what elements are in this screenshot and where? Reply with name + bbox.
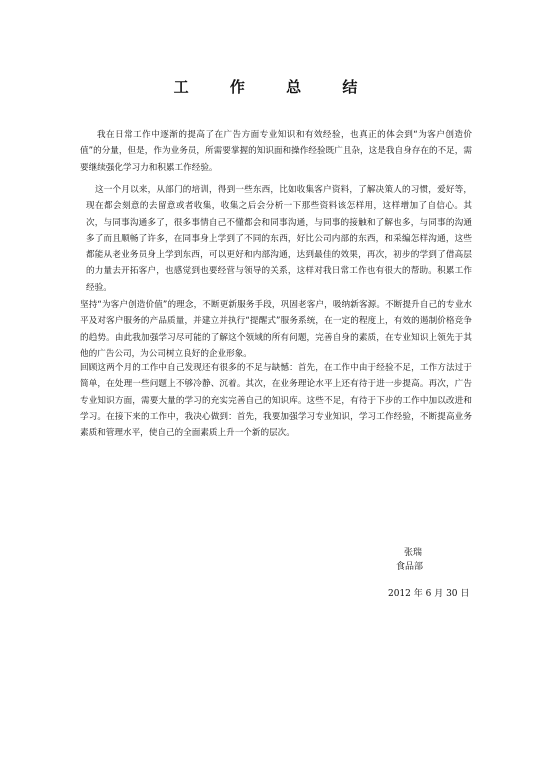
signature-department: 食品部 [396, 562, 424, 572]
paragraph-2: 这一个月以来，从部门的培训，得到一些东西，比如收集客户资料，了解决策人的习惯，爱好等，现在都会刻意的去留意或者收集，收集之后会分析一下那些资料该怎样用，这样增加了自信心。其次，与同事沟通多了，很多事情自己不懂都会和同事沟通，与同事的接触和了解也多，与同事的沟通多了而且顺畅了许多，在同事身上学到了不同的东西，好比公司内部的东西，和采编怎样沟通，这些都能从老业务员身上学到东西，可以更好和内部沟通，达到最佳的效果，再次，初步的学到了借高层的力量去开拓客户，也感觉到也要经营与领导的关系，这样对我日常工作也有很大的帮助。积累工作经验。 [86, 185, 472, 293]
signature-date: 2012 年 6 月 30 日 [388, 589, 470, 599]
document-title: 工 作 总 结 [173, 78, 376, 96]
signature-name: 张瑞 [404, 548, 423, 558]
paragraph-4: 回顾这两个月的工作中自己发现还有很多的不足与缺憾：首先，在工作中由于经验不足，工作方法过于简单，在处理一些问题上不够冷静、沉着。其次，在业务理论水平上还有待于进一步提高。再次，广告专业知识方面，需要大量的学习的充实完善自己的知识库。这些不足，有待于下步的工作中加以改进和学习。在接下来的工作中，我决心做到：首先，我要加强学习专业知识，学习工作经验，不断提高业务素质和管理水平，使自己的全面素质上升一个新的层次。 [80, 363, 472, 439]
paragraph-3: 坚持“为客户创造价值”的理念，不断更新服务手段，巩固老客户，吸纳新客源。不断提升自己的专业水平及对客户服务的产品质量，并建立并执行“提醒式”服务系统，在一定的程度上，有效的遏制价格竞争的趋势。由此我加强学习尽可能的了解这个领域的所有问题，完善自身的素质，在专业知识上领先于其他的广告公司，为公司树立良好的企业形象。 [80, 300, 472, 359]
paragraph-1: 我在日常工作中逐渐的提高了在广告方面专业知识和有效经验，也真正的体会到“为客户创造价值”的分量，但是，作为业务员，所需要掌握的知识面和操作经验既广且杂，这是我自身存在的不足，需要继续强化学习力和积累工作经验。 [80, 130, 472, 173]
